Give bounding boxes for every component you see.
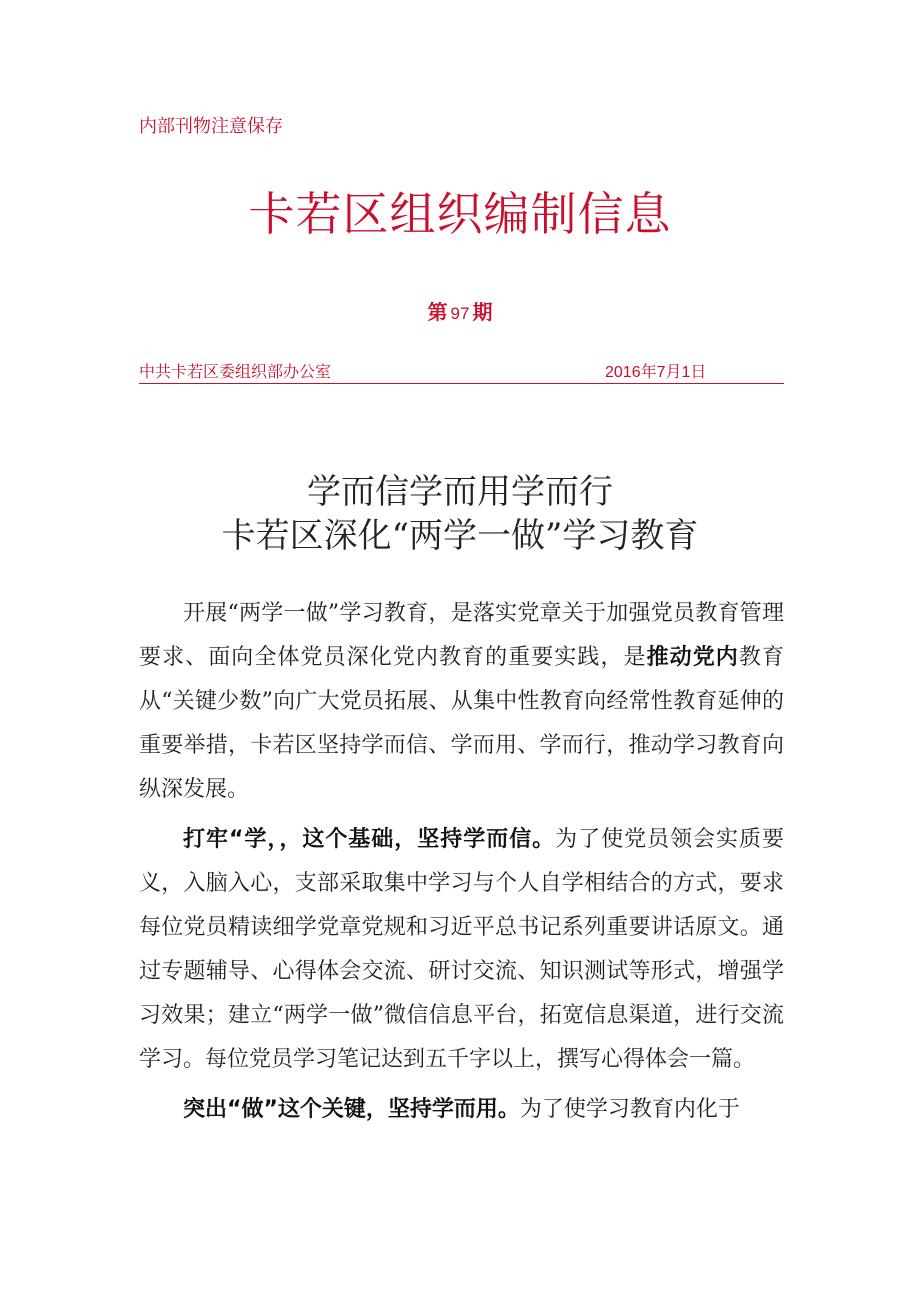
issue-prefix: 第 [427, 300, 448, 324]
issue-number [0, 296, 920, 325]
paragraph-intro-text-2: 教育从“关键少数”向广大党员拓展、从集中性教育向经常性教育延伸的重要举措，卡若区坚持学而信、学而用、学而行，推动学习教育向纵深发展。 [139, 645, 784, 802]
issue-date: 2016年7月1日 [605, 364, 707, 381]
issue-number-value: 97 [450, 304, 470, 323]
article-title-line-2: 卡若区深化“两学一做”学习教育 [221, 516, 699, 556]
paragraph-action-heading: 突出“做”这个关键，坚持学而用。 [183, 1097, 520, 1122]
paragraph-study-heading: 打牢“学，，这个基础，坚持学而信。 [183, 827, 556, 852]
article-title-line-1: 学而信学而用学而行 [307, 472, 613, 512]
paragraph-intro [139, 592, 784, 812]
internal-notice: 内部刊物注意保存 [139, 116, 283, 137]
issuer-row [139, 359, 784, 384]
masthead-title: 卡若区组织编制信息 [248, 187, 672, 241]
issuer-office: 中共卡若区委组织部办公室 [139, 362, 332, 381]
issue-suffix: 期 [472, 300, 493, 324]
paragraph-action-text: 为了使学习教育内化于 [519, 1097, 740, 1122]
paragraph-action [139, 1088, 784, 1132]
paragraph-study-text: 为了使党员领会实质要义，入脑入心，支部采取集中学习与个人自学相结合的方式，要求每位党员精读细学党章党规和习近平总书记系列重要讲话原文。通过专题辅导、心得体会交流、研讨交流、知识测试等形式，增强学习效果；建立“两学一做”微信信息平台，拓宽信息渠道，进行交流学习。每位党员学习笔记达到五千字以上，撰写心得体会一篇。 [139, 827, 784, 1072]
paragraph-intro-text-1: 开展“两学一做”学习教育，是落实党章关于加强党员教育管理要求、面向全体党员深化党内教育的重要实践，是 [139, 601, 784, 670]
paragraph-intro-bold: 推动党内 [646, 645, 739, 670]
article-title [0, 470, 920, 558]
paragraph-study [139, 818, 784, 1082]
article-body [139, 592, 784, 1138]
